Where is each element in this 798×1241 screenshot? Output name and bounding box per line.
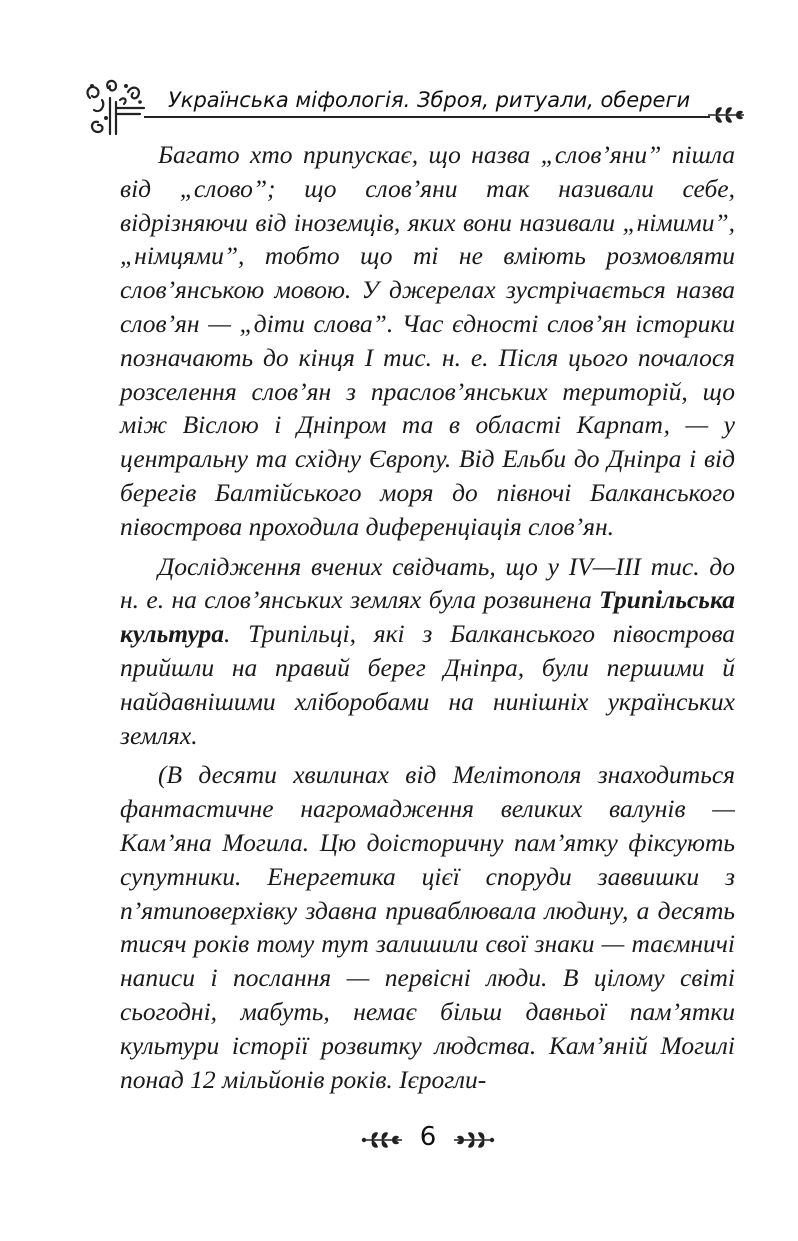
paragraph: (В десяти хвилинах від Мелітополя знаходиться фантастичне нагромадження великих валунів — Кам’яна Могила. Цю доісторичну пам’ятку фіксують супутники. Енергетика цієї споруди заввишки з п’ятиповерхівку здавна приваблювала людину, а десять тисяч років тому тут залишили свої знаки — таємничі написи і послання — первісні люди. В цілому світі сьогодні, мабуть, немає більш давньої пам’ятки культури історії розвитку людства. Кам’яній Могилі понад 12 мільйонів років. Ієрогли- [120,760,735,1094]
leaf-sprig-ornament-icon [452,1130,496,1150]
bold-term: Трипільська культура [120,585,735,649]
main-text [120,138,735,1096]
leaf-sprig-ornament-icon [360,1130,404,1150]
flourish-corner-ornament-icon [80,78,150,138]
running-header [80,78,760,138]
paragraph-text: Дослідження вчених свідчать, що у IV—III тис. до н. е. на слов’янських землях була розвинена [120,551,735,615]
header-rule [144,116,710,118]
page-number: 6 [419,1122,437,1152]
paragraph-text: . Трипільці, які з Балканського півострова прийшли на правий берег Дніпра, були першими й найдавнішими хліборобами на нинішніх українських землях. [120,619,735,750]
header-title: Українська міфологія. Зброя, ритуали, обереги [168,88,691,112]
paragraph [120,550,735,753]
leaf-sprig-ornament-icon [706,104,746,126]
page-footer [0,1120,798,1160]
paragraph: Багато хто припускає, що назва „слов’яни” пішла від „слово”; що слов’яни так називали себе, відрізняючи від іноземців, яких вони називали „німими”, „німцями”, тобто що ті не вміють розмовляти слов’янською мовою. У джерелах зустрічається назва слов’ян — „діти слова”. Час єдності слов’ян історики позначають до кінця І тис. н. е. Після цього почалося розселення слов’ян з праслов’янських територій, що між Віслою і Дніпром та в області Карпат, — у центральну та східну Європу. Від Ельби до Дніпра і від берегів Балтійського моря до півночі Балканського півострова проходила диференціація слов’ян. [120,140,735,541]
